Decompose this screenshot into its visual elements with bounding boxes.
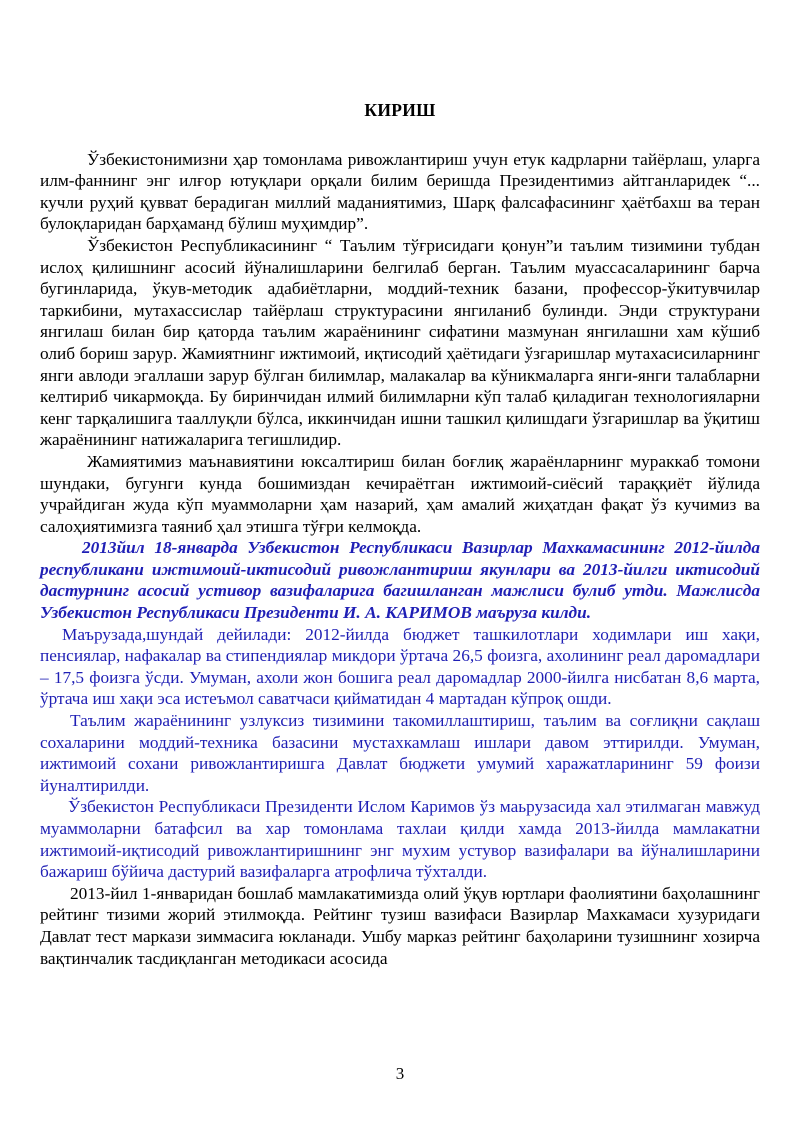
section-title: КИРИШ [364, 100, 436, 120]
paragraph-2: Ўзбекистон Республикасининг “ Таълим тўғрисидаги қонун”и таълим тизимини тубдан ислоҳ қилишнинг асосий йўналишларини белгилаб берган. Таълим муассасаларининг барча бугинларида, ўкув-методик адабиётларни, моддий-техник базани, профессор-ўкитувчилар таркибини, мутахассислар тайёрлаш структурасини янгиланиб булинди. Энди структурани янгилаш билан бир қаторда таълим жараёнининг сифатини мазмунан янгилашни хам кўшиб олиб бориш зарур. Жамиятнинг ижтимоий, иқтисодий ҳаётидаги ўзгаришлар мутахасисиларнинг янги авлоди эгаллаши зарур бўлган билимлар, малакалар ва кўникмаларга янги-янги талабларни келтириб чикармоқда. Бу биринчидан илмий билимларни кўп талаб қиладиган технологияларни кенг тарқалишига тааллуқли бўлса, иккинчидан ишни ташкил қилишдаги ўзгаришлар ва ўқитиш жараёнининг натижаларига тегишлидир. [40, 235, 760, 450]
paragraph-6: Таълим жараёнининг узлуксиз тизимини такомиллаштириш, таълим ва соғлиқни сақлаш сохаларини моддий-техника базасини мустахкамлаш ишлари давом эттирилди. Умуман, ижтимоий сохани ривожлантиришга Давлат бюджети умумий харажатларининг 59 фоизи йуналтирилди. [40, 711, 760, 795]
paragraph-8: 2013-йил 1-январидан бошлаб мамлакатимизда олий ўқув юртлари фаолиятини баҳолашнинг рейтинг тизими жорий этилмоқда. Рейтинг тузиш вазифаси Вазирлар Махкамаси хузуридаги Давлат тест маркази зиммасига юкланади. Ушбу марказ рейтинг баҳоларини тузишнинг хозирча вақтинчалик тасдиқланган методикаси асосида [40, 883, 760, 968]
paragraph-4-highlighted: 2013йил 18-январда Узбекистон Республикаси Вазирлар Махкамасининг 2012-йилда республикани ижтимоий-иктисодий ривожлантириш якунлари ва 2013-йилги иктисодий дастурнинг асосий устивор вазифаларига багишланган мажлиси булиб утди. Мажлисда Узбекистон Республикаси Президенти И. А. КАРИМОВ маъруза килди. [40, 538, 760, 623]
page-number: 3 [395, 1064, 405, 1083]
paragraph-7: Ўзбекистон Республикаси Президенти Ислом Каримов ўз маьрузасида хал этилмаган мавжуд муаммоларни батафсил ва хар томонлама тахлаи қилди хамда 2013-йилда мамлакатни ижтимоий-иқтисодий ривожлантиришнинг энг мухим устувор вазифалари ва йўналишларини бажариш бўйича дастурий вазифаларга атрофлича тўхталди. [40, 797, 760, 882]
paragraph-1: Ўзбекистонимизни ҳар томонлама ривожлантириш учун етук кадрларни тайёрлаш, уларга илм-фаннинг энг илғор ютуқлари орқали билим беришда Президентимиз айтганларидек “... кучли руҳий қувват берадиган миллий маданиятимиз, Шарқ фалсафасининг ҳаётбахш ва теран булоқларидан барҳаманд бўлиш муҳимдир”. [40, 149, 760, 234]
paragraph-3: Жамиятимиз маънавиятини юксалтириш билан боғлиқ жараёнларнинг мураккаб томони шундаки, бугунги кунда бошимиздан кечираётган ижтимоий-сиёсий тараққиёт йўлида учрайдиган жуда кўп муаммоларни ҳам назарий, ҳам амалий жиҳатдан фақат ўз кучимиз ва салоҳиятимизга таяниб ҳал этишга тўғри келмоқда. [40, 451, 760, 536]
document-body [40, 100, 760, 969]
paragraph-5: Маърузада,шундай дейилади: 2012-йилда бюджет ташкилотлари ходимлари иш хақи, пенсиялар, нафакалар ва стипендиялар микдори ўртача 26,5 фоизга, ахолининг реал даромадлари – 17,5 фоизга ўсди. Умуман, ахоли жон бошига реал даромадлар 2000-йилга нисбатан 8,6 марта, ўртача иш хақи эса истеъмол саватчаси қийматидан 4 мартадан кўпроқ ошди. [40, 624, 760, 709]
